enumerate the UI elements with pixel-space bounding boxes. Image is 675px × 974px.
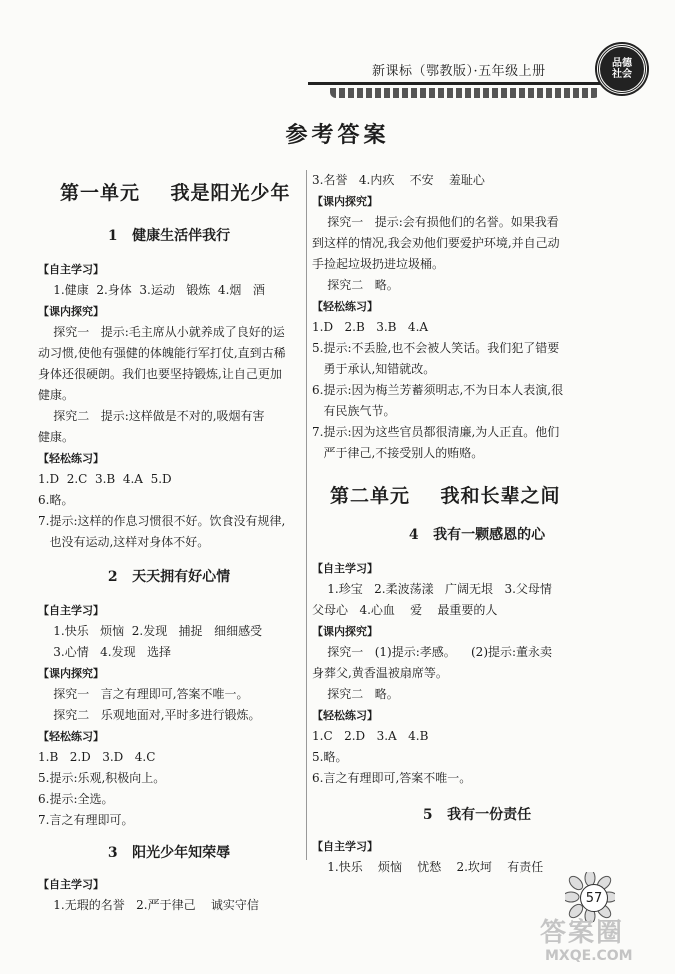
- lesson-3-continued-answers: [312, 170, 642, 464]
- unit-2-heading: 第二单元 我和长辈之间: [330, 485, 561, 507]
- lesson-2-answers: [38, 600, 300, 831]
- left-column: [38, 183, 300, 916]
- answer-line: 5.提示:乐观,积极向上。: [38, 771, 166, 785]
- answer-line: 1.B 2.D 3.D 4.C: [38, 750, 156, 764]
- book-series-label: 新课标（鄂教版）·五年级上册: [372, 64, 546, 79]
- section-tag: 【轻松练习】: [38, 452, 104, 465]
- lesson-3-answers: [38, 874, 300, 916]
- section-tag: 【课内探究】: [312, 195, 378, 208]
- section-tag: 【自主学习】: [38, 263, 104, 276]
- answer-line: 7.言之有理即可。: [38, 813, 134, 827]
- right-column: [312, 170, 642, 878]
- answer-line: 3.心情 4.发现 选择: [38, 645, 172, 659]
- answer-line: 1.D 2.C 3.B 4.A 5.D: [38, 472, 172, 486]
- lesson-3-title: 3 阳光少年知荣辱: [107, 845, 231, 861]
- answer-line: 7.提示:因为这些官员都很清廉,为人正直。他们: [312, 425, 560, 439]
- answer-line: 探究一 言之有理即可,答案不唯一。: [38, 687, 249, 701]
- section-tag: 【自主学习】: [38, 604, 104, 617]
- answer-line: 1.珍宝 2.柔波荡漾 广阔无垠 3.父母情: [312, 582, 552, 596]
- answer-line: 也没有运动,这样对身体不好。: [38, 535, 210, 549]
- answer-line: 6.提示:因为梅兰芳蓄须明志,不为日本人表演,很: [312, 383, 564, 397]
- lesson-5-title: 5 我有一份责任: [422, 807, 532, 823]
- answer-line: 手捡起垃圾扔进垃圾桶。: [312, 257, 445, 271]
- answer-line: 1.无瑕的名誉 2.严于律己 诚实守信: [38, 898, 259, 912]
- answer-line: 7.提示:这样的作息习惯很不好。饮食没有规律,: [38, 514, 286, 528]
- section-tag: 【课内探究】: [312, 625, 378, 638]
- answer-line: 探究二 略。: [312, 278, 399, 292]
- section-tag: 【课内探究】: [38, 305, 104, 318]
- section-tag: 【课内探究】: [38, 667, 104, 680]
- lesson-4-title: 4 我有一颗感恩的心: [408, 527, 546, 543]
- answer-line: 父母心 4.心血 爱 最重要的人: [312, 603, 498, 617]
- section-tag: 【轻松练习】: [38, 730, 104, 743]
- badge-line-1: 品德: [612, 58, 632, 69]
- answer-line: 探究二 乐观地面对,平时多进行锻炼。: [38, 708, 261, 722]
- subject-badge: [597, 44, 647, 94]
- answer-line: 健康。: [38, 388, 75, 402]
- lesson-1-answers: [38, 259, 300, 553]
- page-number: 57: [580, 884, 608, 912]
- answer-line: 到这样的情况,我会劝他们要爱护环境,并自己动: [312, 236, 560, 250]
- section-tag: 【自主学习】: [38, 878, 104, 891]
- answer-line: 6.略。: [38, 493, 74, 507]
- answer-line: 动习惯,使他有强健的体魄能行军打仗,直到古稀: [38, 346, 286, 360]
- answer-line: 5.略。: [312, 750, 348, 764]
- section-tag: 【轻松练习】: [312, 300, 378, 313]
- answer-line: 1.快乐 烦恼 忧愁 2.坎坷 有责任: [312, 860, 544, 874]
- answer-line: 探究二 提示:这样做是不对的,吸烟有害: [38, 409, 265, 423]
- answer-line: 1.D 2.B 3.B 4.A: [312, 320, 429, 334]
- lesson-4-answers: [312, 558, 642, 789]
- section-tag: 【自主学习】: [312, 840, 378, 853]
- page-title: 参考答案: [285, 122, 390, 148]
- answer-line: 身体还很硬朗。我们也要坚持锻炼,让自己更加: [38, 367, 282, 381]
- answer-line: 探究一 提示:会有损他们的名誉。如果我看: [312, 215, 559, 229]
- answer-line: 3.名誉 4.内疚 不安 羞耻心: [312, 173, 485, 187]
- answer-line: 有民族气节。: [312, 404, 396, 418]
- answer-line: 探究二 略。: [312, 687, 399, 701]
- header-decorative-band: [330, 88, 600, 98]
- watermark-site: MXQE.COM: [545, 948, 633, 964]
- watermark-logo: 答案圈: [540, 918, 625, 948]
- answer-line: 6.言之有理即可,答案不唯一。: [312, 771, 472, 785]
- header-rule: [308, 82, 608, 85]
- answer-line: 1.健康 2.身体 3.运动 锻炼 4.烟 酒: [38, 283, 265, 297]
- answer-line: 5.提示:不丢脸,也不会被人笑话。我们犯了错要: [312, 341, 560, 355]
- unit-1-heading: 第一单元 我是阳光少年: [60, 182, 291, 204]
- lesson-1-title: 1 健康生活伴我行: [107, 228, 231, 244]
- answer-line: 1.快乐 烦恼 2.发现 捕捉 细细感受: [38, 624, 263, 638]
- answer-line: 健康。: [38, 430, 75, 444]
- answer-line: 身葬父,黄香温被扇席等。: [312, 666, 448, 680]
- section-tag: 【轻松练习】: [312, 709, 378, 722]
- answer-line: 探究一 (1)提示:孝感。 (2)提示:董永卖: [312, 645, 553, 659]
- answer-line: 勇于承认,知错就改。: [312, 362, 436, 376]
- answer-line: 1.C 2.D 3.A 4.B: [312, 729, 429, 743]
- answer-line: 6.提示:全选。: [38, 792, 114, 806]
- answer-line: 探究一 提示:毛主席从小就养成了良好的运: [38, 325, 285, 339]
- lesson-2-title: 2 天天拥有好心情: [107, 569, 231, 585]
- answer-line: 严于律己,不接受别人的贿赂。: [312, 446, 484, 460]
- section-tag: 【自主学习】: [312, 562, 378, 575]
- column-divider: [306, 170, 307, 860]
- badge-line-2: 社会: [612, 69, 632, 80]
